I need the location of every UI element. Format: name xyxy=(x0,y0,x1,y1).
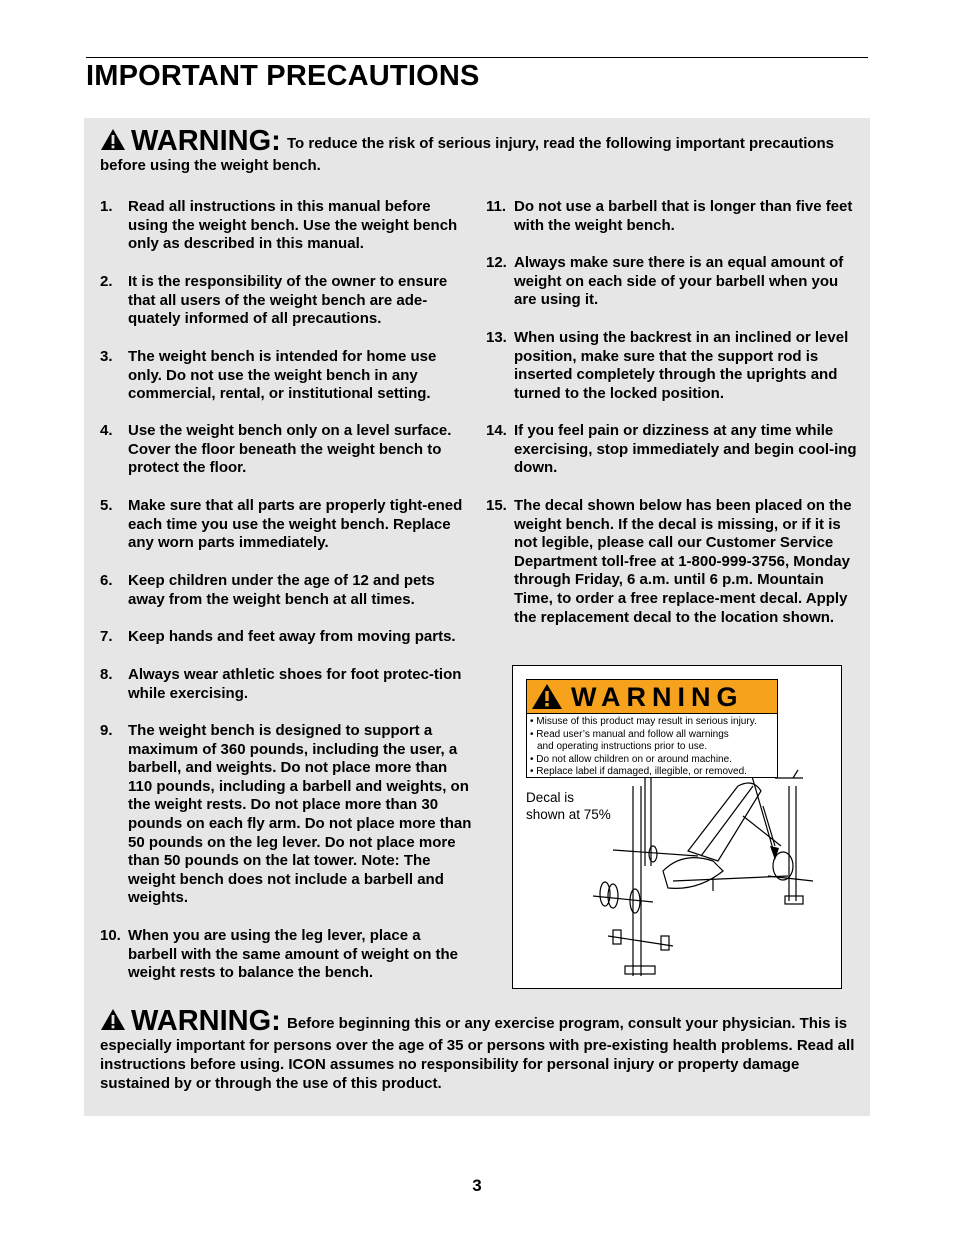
warning-intro xyxy=(100,125,858,175)
item-number: 1. xyxy=(100,198,113,215)
item-number: 10. xyxy=(100,927,121,944)
decal-caption-line: Decal is xyxy=(526,790,575,805)
item-number: 14. xyxy=(486,422,507,439)
item-number: 7. xyxy=(100,628,113,645)
decal-line: • Replace label if damaged, illegible, or removed. xyxy=(530,766,747,778)
decal-line: • Read user’s manual and follow all warnings xyxy=(530,728,729,740)
item-text: It is the responsibility of the owner to ensure that all users of the weight bench are ade-quately informed of all precautions. xyxy=(128,273,448,328)
decal-text xyxy=(530,716,757,779)
warning-triangle-icon xyxy=(100,1008,126,1036)
warning-label: WARNING: xyxy=(131,125,281,157)
item-text: Make sure that all parts are properly tight-ened each time you use the weight bench. Replace any worn parts immediately. xyxy=(128,497,463,552)
top-rule xyxy=(86,57,868,58)
item-text: The decal shown below has been placed on the weight bench. If the decal is missing, or if it is not legible, please call our Customer Service Department toll-free at 1-800-999-3756, Monday through Friday, 6 a.m. until 6 p.m. Mountain Time, to order a free replace-ment decal. Apply the replacement decal to the location shown. xyxy=(514,497,852,626)
decal-line: and operating instructions prior to use. xyxy=(537,741,708,753)
decal-caption xyxy=(526,789,611,823)
item-number: 5. xyxy=(100,497,113,514)
item-number: 15. xyxy=(486,497,507,514)
decal-illustration xyxy=(512,665,842,989)
decal-caption-line: shown at 75% xyxy=(526,807,611,822)
item-text: The weight bench is intended for home use only. Do not use the weight bench in any commercial, rental, or institutional setting. xyxy=(128,348,437,403)
warning-label: WARNING: xyxy=(131,1005,281,1037)
item-text: Always make sure there is an equal amount of weight on each side of your barbell when you are using it. xyxy=(514,254,844,309)
item-text: When using the backrest in an inclined or level position, make sure that the support rod is inserted completely through the uprights and turned to the locked position. xyxy=(514,329,849,402)
page-number: 3 xyxy=(472,1176,482,1195)
item-number: 8. xyxy=(100,666,113,683)
item-number: 3. xyxy=(100,348,113,365)
item-text: Use the weight bench only on a level surface. Cover the floor beneath the weight bench to protect the floor. xyxy=(128,422,452,477)
item-number: 13. xyxy=(486,329,507,346)
page-title: IMPORTANT PRECAUTIONS xyxy=(86,60,480,92)
item-text: Always wear athletic shoes for foot protec-tion while exercising. xyxy=(128,666,462,702)
item-text: When you are using the leg lever, place a barbell with the same amount of weight on the weight rests to balance the bench. xyxy=(128,927,459,982)
item-number: 2. xyxy=(100,273,113,290)
warning-triangle-icon xyxy=(100,128,126,156)
item-text: Do not use a barbell that is longer than five feet with the weight bench. xyxy=(514,198,853,234)
item-text: The weight bench is designed to support a maximum of 360 pounds, including the user, a barbell, and weights. Do not place more than 110 pounds, including a barbell and weights, on the weight rests. Do not place more than 30 pounds on each fly arm. Do not place more than 50 pounds on the leg lever. Do not place more than 50 pounds on the lat tower. Note: The weight bench does not include a barbell and weights. xyxy=(128,722,472,907)
decal-header xyxy=(527,680,777,714)
item-text: Keep hands and feet away from moving parts. xyxy=(128,628,456,645)
item-text: If you feel pain or dizziness at any time while exercising, stop immediately and begin cool-ing down. xyxy=(514,422,857,477)
item-number: 11. xyxy=(486,198,507,215)
item-text: Keep children under the age of 12 and pets away from the weight bench at all times. xyxy=(128,572,435,608)
decal-header-text: WARNING xyxy=(571,682,744,712)
warning-physician xyxy=(100,1005,858,1093)
item-number: 4. xyxy=(100,422,113,439)
warning-physician-text: Before beginning this or any exercise program, consult your physician. This is especially important for persons over the age of 35 or persons with pre-existing health problems. Read all instructions before using. ICON assumes no responsibility for personal injury or property damage sustained by or through the use of this product. xyxy=(100,1015,855,1092)
item-number: 9. xyxy=(100,722,113,739)
warning-decal xyxy=(526,679,778,778)
warning-intro-text: To reduce the risk of serious injury, read the following important precautions before using the weight bench. xyxy=(100,135,835,174)
item-text: Read all instructions in this manual before using the weight bench. Use the weight bench only as described in this manual. xyxy=(128,198,458,253)
decal-line: • Misuse of this product may result in serious injury. xyxy=(530,716,757,727)
item-number: 6. xyxy=(100,572,113,589)
decal-line: • Do not allow children on or around machine. xyxy=(530,753,732,765)
decal-warning-triangle-icon xyxy=(531,683,563,715)
item-number: 12. xyxy=(486,254,507,271)
